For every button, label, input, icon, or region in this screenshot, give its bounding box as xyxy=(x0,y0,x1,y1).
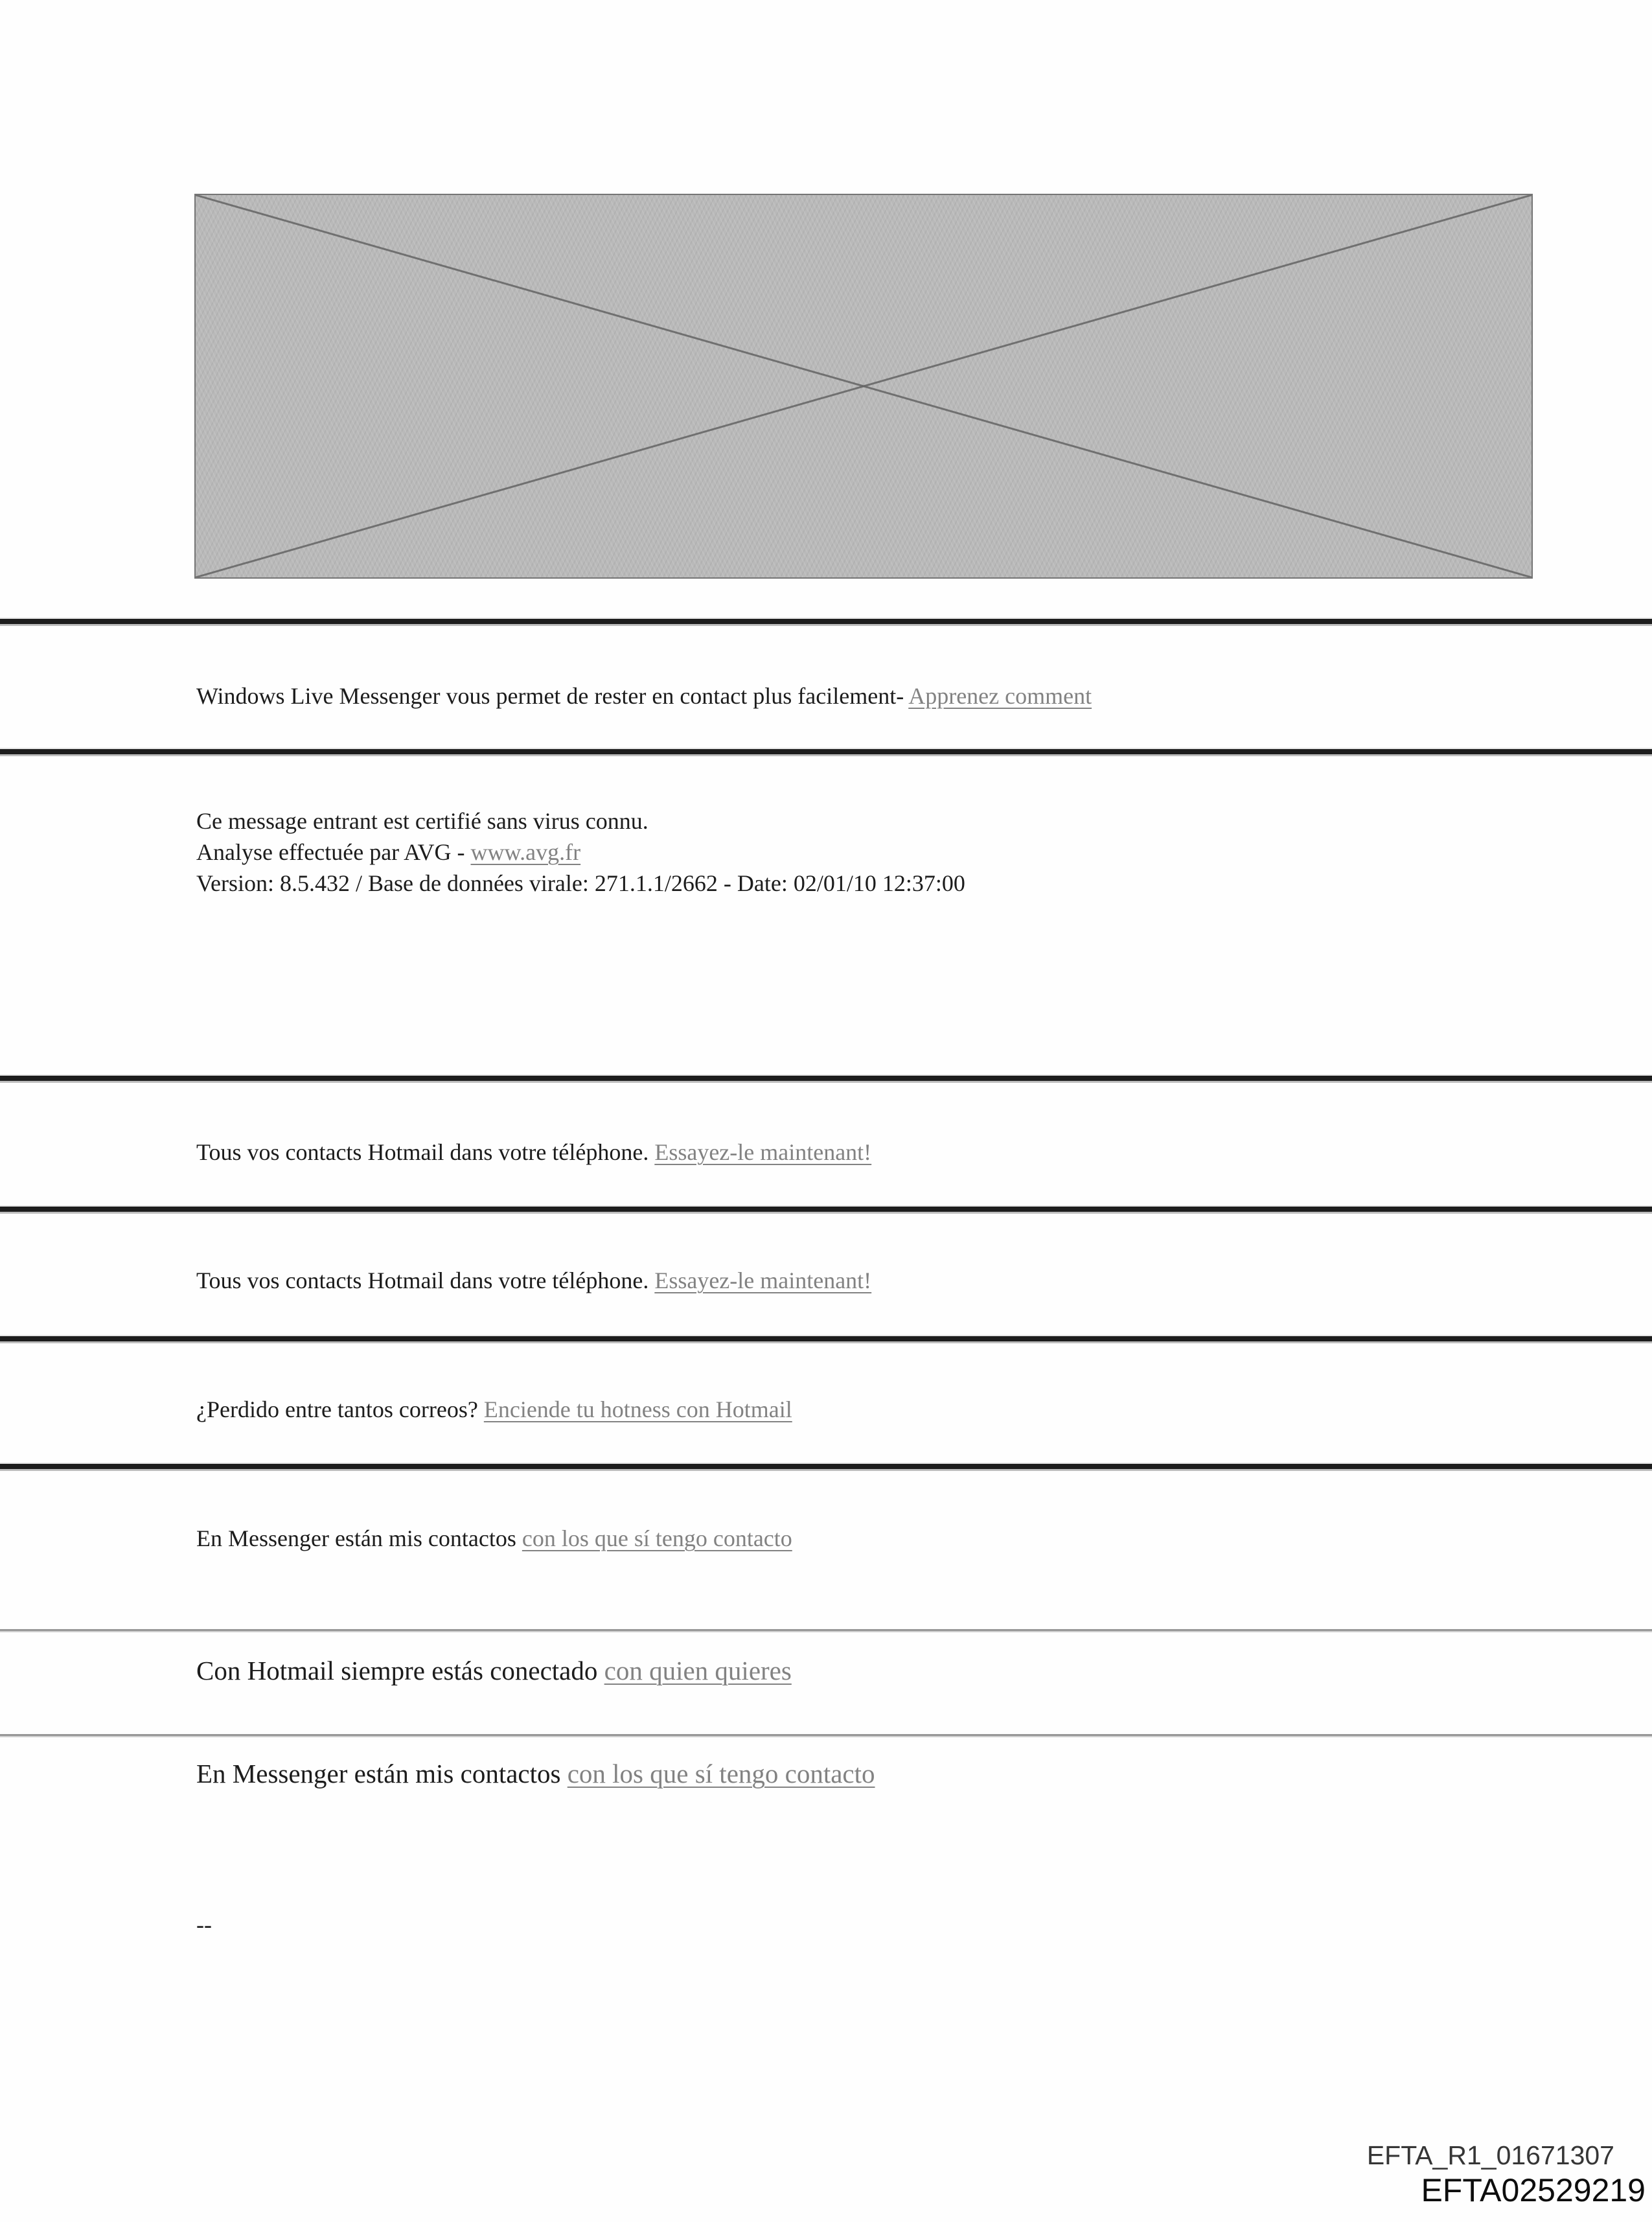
promo-line-1 xyxy=(196,1138,871,1166)
divider-thick-2 xyxy=(0,748,1652,756)
bates-number-line1: EFTA_R1_01671307 xyxy=(1366,2140,1614,2170)
con-los-que-si-tengo-contacto-link-1[interactable]: con los que sí tengo contacto xyxy=(522,1525,792,1551)
broken-image-x-icon xyxy=(196,195,1532,577)
divider-thick-6 xyxy=(0,1463,1652,1471)
divider-thick-4 xyxy=(0,1205,1652,1214)
avg-notice-line2-text: Analyse effectuée par AVG - xyxy=(196,839,471,865)
essayez-le-maintenant-link-2[interactable]: Essayez-le maintenant! xyxy=(654,1267,872,1293)
avg-notice-line1: Ce message entrant est certifié sans virus connu. xyxy=(196,808,648,834)
avg-website-link[interactable]: www.avg.fr xyxy=(470,839,581,865)
promo-2-text: Tous vos contacts Hotmail dans votre téléphone. xyxy=(196,1267,655,1293)
divider-thick-1 xyxy=(0,618,1652,626)
promo-line-5 xyxy=(196,1654,792,1687)
divider-thin-1 xyxy=(0,1629,1652,1632)
promo-3-text: ¿Perdido entre tantos correos? xyxy=(196,1396,484,1422)
avg-notice-line3: Version: 8.5.432 / Base de données virale: 271.1.1/2662 - Date: 02/01/10 12:37:00 xyxy=(196,870,965,896)
apprenez-comment-link[interactable]: Apprenez comment xyxy=(908,683,1092,709)
promo-line-6 xyxy=(196,1757,875,1790)
promo-6-text: En Messenger están mis contactos xyxy=(196,1759,568,1788)
bates-number-line2: EFTA02529219 xyxy=(1421,2172,1646,2208)
essayez-le-maintenant-link-1[interactable]: Essayez-le maintenant! xyxy=(654,1139,872,1165)
divider-thick-3 xyxy=(0,1074,1652,1083)
divider-thin-2 xyxy=(0,1734,1652,1737)
con-los-que-si-tengo-contacto-link-2[interactable]: con los que sí tengo contacto xyxy=(567,1759,875,1788)
signature-delimiter: -- xyxy=(196,1912,212,1938)
divider-thick-5 xyxy=(0,1335,1652,1343)
promo-5-text: Con Hotmail siempre estás conectado xyxy=(196,1656,604,1685)
promo-line-4 xyxy=(196,1524,792,1553)
promo-1-text: Tous vos contacts Hotmail dans votre téléphone. xyxy=(196,1139,655,1165)
con-quien-quieres-link[interactable]: con quien quieres xyxy=(604,1656,792,1685)
avg-notice-block xyxy=(196,805,965,899)
messenger-banner-line xyxy=(196,682,1092,710)
promo-line-2 xyxy=(196,1266,871,1295)
enciende-tu-hotness-link[interactable]: Enciende tu hotness con Hotmail xyxy=(483,1396,792,1422)
broken-image-placeholder xyxy=(194,194,1533,579)
promo-4-text: En Messenger están mis contactos xyxy=(196,1525,522,1551)
messenger-banner-text: Windows Live Messenger vous permet de rester en contact plus facilement- xyxy=(196,683,909,709)
promo-line-3 xyxy=(196,1395,792,1424)
avg-notice-line2 xyxy=(196,837,965,868)
